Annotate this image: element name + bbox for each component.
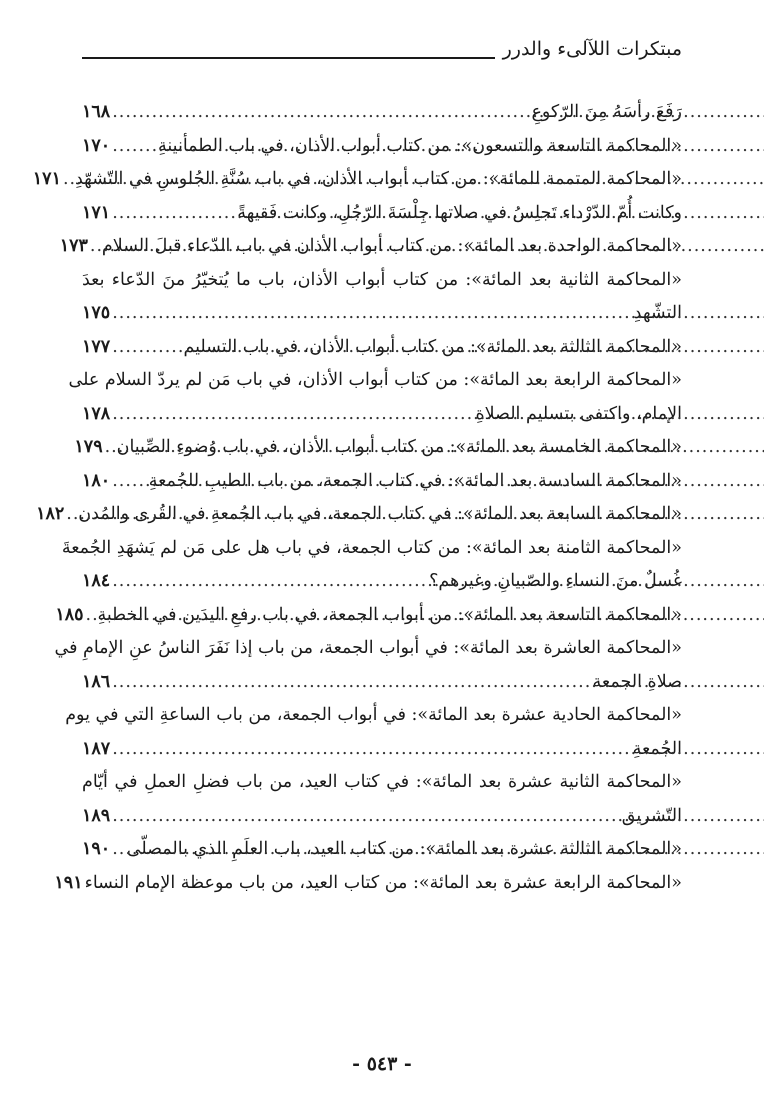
dot-leader [112,465,149,499]
toc-entry-title: «المحاكمة الثانية بعد المائة»: من كتاب أبواب الأذان، باب ما يُتخيّرُ منَ الدّعاء بعدَ [82,269,682,290]
toc-entry [82,331,682,365]
toc-page-number: ١٧٩ [74,437,103,457]
toc-page-number: ١٨٩ [82,805,111,826]
toc-entry-title: «المحاكمة التاسعة بعد المائة»: من أبواب الجمعة، في باب رفعِ اليدَين في الخطبةِ [97,604,682,625]
toc-entry [74,431,682,465]
toc-page-number: ١٨٠ [82,470,111,491]
toc-page-number: ١٧٠ [82,135,111,156]
toc-entry [54,632,682,699]
toc-entry-title: «المحاكمة الثانية عشرة بعد المائة»: في كتاب العيد، من باب فضلِ العملِ في أيّام [82,772,682,792]
toc-page-number: ١٦٨ [82,102,111,122]
toc-entry [65,699,682,766]
toc-page-number: ١٨٢ [36,504,65,524]
toc-entry-title: «المحاكمة الحادية عشرة بعد المائة»: في أبواب الجمعة، من باب الساعةِ التي في يوم [65,705,682,725]
toc-page-number: ١٨٦ [82,671,111,692]
toc-entry-title: «المحاكمة الرابعة عشرة بعد المائة»: من كتاب العيد، من باب موعظة الإمام النساء [84,872,682,893]
dot-leader [112,666,592,700]
toc-entry-title: «المحاكمة الثالثة عشرة بعد المائة»: من كتاب العيد، باب العلَمِ الذي بالمصلّى [126,839,682,859]
toc-page-number: ١٧٨ [82,403,111,424]
toc-page-number: ١٩٠ [82,839,111,859]
toc-entry [82,264,682,331]
toc-entry-title: «المحاكمة الثامنة بعد المائة»: من كتاب الجمعة، في باب هل على مَن لم يَشهَدِ الجُمعةَ [61,537,682,558]
page-number: - ٥٤٣ - [352,1053,412,1075]
toc-entry-title: «المحاكمة الواحدة بعد المائة»: من كتاب أبواب الأذان في باب الدّعاء قبلَ السلام [101,236,682,256]
toc-page-number: ١٩١ [54,872,83,893]
toc-entry-title: وكانت أُمّ الدّرْداء تَجلِسُ في صلاتها جِلْسَةَ الرّجُلِ، وكانت فَقيهةً [237,202,682,223]
dot-leader [112,130,158,164]
toc-entry-title: التشّهدِ [633,303,682,323]
toc-page-number: ١٧١ [82,202,111,223]
toc-entry [59,230,682,264]
toc-page-number: ١٨٥ [55,604,84,625]
dot-leader [112,833,127,867]
toc-entry-title: «المحاكمة التاسعة والتسعون»: من كتاب أبواب الأذان، في باب الطمأنينةِ [158,135,682,156]
dot-leader [66,498,78,532]
toc-entry [32,163,682,197]
toc-entry-title: غُسلٌ منَ النساءِ والصّبيانِ وغيرهم؟ [429,571,682,591]
toc-entry [82,465,682,499]
toc-entry-title: «المحاكمة الرابعة بعد المائة»: من كتاب أبواب الأذان، في باب مَن لم يردّ السلام على [68,370,682,390]
toc-entry [61,532,682,599]
toc-entry-title: الجُمعةِ [632,738,682,759]
dot-leader [86,599,98,633]
toc-entry [82,833,682,867]
toc-entry-title: «المحاكمة السابعة بعد المائة»: في كتاب الجمعة، في باب الجُمعةِ في القُرى والمُدن [78,504,682,524]
toc-entry [54,867,682,901]
dot-leader [112,800,622,834]
toc-page-number: ١٧٥ [82,303,111,323]
dot-leader [63,163,75,197]
dot-leader [112,733,632,767]
dot-leader [112,297,633,331]
toc-page-number: ١٧١ [32,169,61,189]
toc-page-number: ١٧٣ [59,236,88,256]
table-of-contents [32,96,682,900]
toc-entry [36,498,682,532]
toc-entry-title: «المحاكمة المتممة للمائة»: من كتاب أبواب الأذان، في باب سُنَّةِ الجُلوسِ في التّشهّدِ [74,169,682,189]
toc-entry-title: الإمام، واكتفى بتسليم الصلاةِ [475,403,682,424]
toc-entry [55,599,682,633]
toc-entry [82,197,682,231]
toc-entry [68,364,682,431]
toc-entry [82,96,682,130]
dot-leader [112,197,237,231]
dot-leader [105,431,117,465]
running-title: مبتكرات اللآلىء والدرر [495,36,682,62]
toc-entry-title: صلاةِ الجمعة [592,671,682,692]
toc-page-number: ١٧٧ [82,336,111,357]
dot-leader [112,331,183,365]
toc-entry-title: «المحاكمة السادسة بعد المائة»: في كتاب الجمعة، من باب الطيبِ للجُمعةِ [148,470,682,491]
toc-entry-title: «المحاكمة الخامسة بعد المائة»: من كتاب أبواب الأذان، في باب وُضوءِ الصِّبيان [116,437,682,457]
dot-leader [90,230,102,264]
toc-entry-title: «المحاكمة الثالثة بعد المائة»: من كتاب أبواب الأذان، في باب التسليم [183,336,682,357]
toc-entry-title: «المحاكمة العاشرة بعد المائة»: في أبواب الجمعة، من باب إذا نَفَرَ الناسُ عنِ الإمامِ في [54,638,682,658]
dot-leader [112,96,531,130]
toc-entry-title: رَفَعَ رأسَهُ مِنَ الرّكوعِ [531,102,682,122]
toc-entry [82,766,682,833]
dot-leader [112,398,475,432]
toc-page-number: ١٨٧ [82,738,111,759]
running-header [82,36,682,70]
toc-entry [82,130,682,164]
dot-leader [112,565,429,599]
toc-entry-title: التّشريق [621,805,682,826]
toc-page-number: ١٨٤ [82,571,111,591]
